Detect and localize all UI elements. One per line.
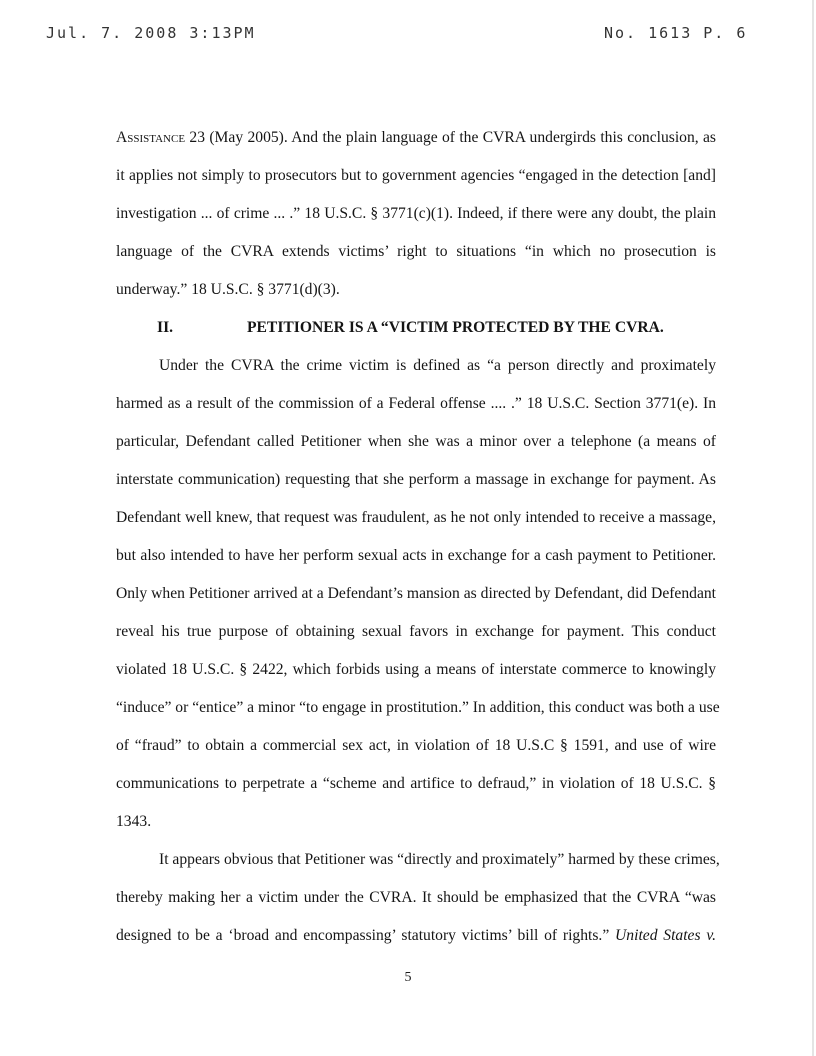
text-line: thereby making her a victim under the CVRA. It should be emphasized that the CVRA “was: [116, 889, 716, 906]
text-span: 23 (May 2005). And the plain language of the CVRA undergirds this conclusion, as: [185, 129, 716, 146]
text-line: underway.” 18 U.S.C. § 3771(d)(3).: [116, 281, 340, 298]
text-line: communications to perpetrate a “scheme and artifice to defraud,” in violation of 18 U.S.C. §: [116, 775, 716, 792]
fax-header-left: Jul. 7. 2008 3:13PM: [46, 24, 256, 42]
text-line: of “fraud” to obtain a commercial sex act, in violation of 18 U.S.C § 1591, and use of wire: [116, 737, 716, 754]
text-line: Under the CVRA the crime victim is defined as “a person directly and proximately: [159, 357, 716, 374]
text-line: [116, 927, 716, 945]
text-line: particular, Defendant called Petitioner when she was a minor over a telephone (a means of: [116, 433, 716, 450]
section-title: PETITIONER IS A “VICTIM PROTECTED BY THE CVRA.: [247, 319, 664, 336]
text-line: 1343.: [116, 813, 152, 830]
scan-edge: [812, 0, 814, 1056]
text-line: harmed as a result of the commission of a Federal offense .... .” 18 U.S.C. Section 3771(e). In: [116, 395, 716, 412]
text-line: It appears obvious that Petitioner was “directly and proximately” harmed by these crimes,: [159, 851, 720, 868]
text-line: investigation ... of crime ... .” 18 U.S.C. § 3771(c)(1). Indeed, if there were any doubt, the plain: [116, 205, 716, 222]
text-line: Defendant well knew, that request was fraudulent, as he not only intended to receive a massage,: [116, 509, 716, 526]
page-number: 5: [404, 970, 412, 985]
text-line: interstate communication) requesting that she perform a massage in exchange for payment. As: [116, 471, 716, 488]
text-line: language of the CVRA extends victims’ right to situations “in which no prosecution is: [116, 243, 716, 260]
text-line: it applies not simply to prosecutors but to government agencies “engaged in the detection [and]: [116, 167, 716, 184]
text-line: reveal his true purpose of obtaining sexual favors in exchange for payment. This conduct: [116, 623, 716, 640]
text-line: “induce” or “entice” a minor “to engage in prostitution.” In addition, this conduct was both a use: [116, 699, 720, 716]
text-span: designed to be a ‘broad and encompassing’ statutory victims’ bill of rights.”: [116, 927, 616, 944]
case-citation: United States v.: [615, 927, 716, 944]
section-heading: [157, 319, 716, 337]
text-line: violated 18 U.S.C. § 2422, which forbids using a means of interstate commerce to knowingly: [116, 661, 716, 678]
fax-header-right: No. 1613 P. 6: [604, 24, 748, 42]
small-caps-word: Assistance: [116, 129, 186, 146]
text-line: but also intended to have her perform sexual acts in exchange for a cash payment to Petitioner.: [116, 547, 716, 564]
section-number: II.: [157, 319, 174, 336]
text-line: Only when Petitioner arrived at a Defendant’s mansion as directed by Defendant, did Defendant: [116, 585, 716, 602]
text-line: [116, 129, 716, 147]
